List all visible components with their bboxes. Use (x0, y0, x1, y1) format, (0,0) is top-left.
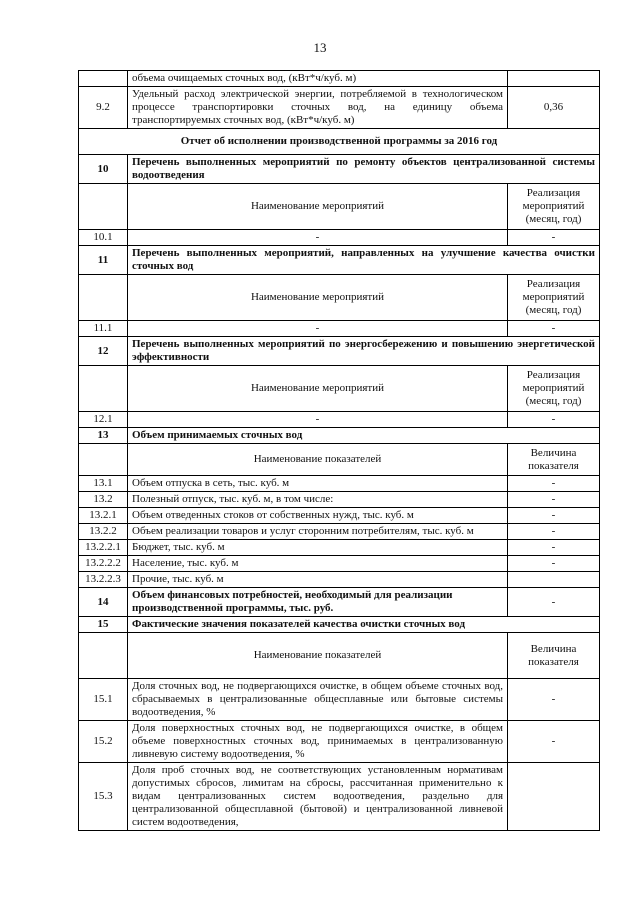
row-number: 13.2.1 (79, 508, 128, 524)
program-table (78, 70, 600, 831)
section-number: 10 (79, 155, 128, 184)
column-header: Наименование показателей (128, 633, 508, 679)
table-row (79, 87, 600, 129)
row-text: Объем отведенных стоков от собственных нужд, тыс. куб. м (128, 508, 508, 524)
section-number: 15 (79, 617, 128, 633)
table-row (79, 321, 600, 337)
table-row (79, 679, 600, 721)
section-row (79, 337, 600, 366)
table-row (79, 476, 600, 492)
row-value (508, 71, 600, 87)
section-title: Перечень выполненных мероприятий, направленных на улучшение качества очистки сточных вод (128, 246, 600, 275)
row-number: 13.2.2 (79, 524, 128, 540)
row-value: - (508, 508, 600, 524)
row-number: 15.2 (79, 721, 128, 763)
row-value (508, 763, 600, 831)
row-number: 11.1 (79, 321, 128, 337)
row-number: 13.2.2.3 (79, 572, 128, 588)
table-row (79, 556, 600, 572)
row-text: объема очищаемых сточных вод, (кВт*ч/куб. м) (128, 71, 508, 87)
section-number: 14 (79, 588, 128, 617)
table-row (79, 763, 600, 831)
page-number: 13 (313, 40, 327, 55)
row-value: 0,36 (508, 87, 600, 129)
column-header: Наименование показателей (128, 444, 508, 476)
row-value: - (508, 540, 600, 556)
row-text: Полезный отпуск, тыс. куб. м, в том числе: (128, 492, 508, 508)
row-text: - (128, 230, 508, 246)
row-value: - (508, 492, 600, 508)
section-row (79, 428, 600, 444)
table-row (79, 230, 600, 246)
table-row (79, 721, 600, 763)
table-row (79, 71, 600, 87)
section-title: Объем принимаемых сточных вод (128, 428, 600, 444)
row-value: - (508, 321, 600, 337)
section-title: Перечень выполненных мероприятий по энергосбережению и повышению энергетической эффективности (128, 337, 600, 366)
column-header: Величина показателя (508, 444, 600, 476)
row-number: 12.1 (79, 412, 128, 428)
row-number (79, 275, 128, 321)
row-value: - (508, 412, 600, 428)
row-value: - (508, 588, 600, 617)
row-value: - (508, 721, 600, 763)
row-value: - (508, 476, 600, 492)
row-number: 9.2 (79, 87, 128, 129)
row-value: - (508, 524, 600, 540)
table-row (79, 508, 600, 524)
report-title: Отчет об исполнении производственной программы за 2016 год (79, 129, 600, 155)
row-value: - (508, 230, 600, 246)
column-header-row (79, 633, 600, 679)
row-text: Доля поверхностных сточных вод, не подвергающихся очистке, в общем объеме поверхностных сточных вод, принимаемых в централизованную ливневую систему водоотведения, % (128, 721, 508, 763)
section-title: Объем финансовых потребностей, необходимый для реализации производственной программы, тыс. руб. (128, 588, 508, 617)
section-row (79, 617, 600, 633)
column-header-row (79, 366, 600, 412)
row-number: 13.2.2.1 (79, 540, 128, 556)
row-number (79, 71, 128, 87)
row-number: 15.3 (79, 763, 128, 831)
column-header: Реализация мероприятий (месяц, год) (508, 275, 600, 321)
table-row (79, 492, 600, 508)
section-title: Перечень выполненных мероприятий по ремонту объектов централизованной системы водоотведения (128, 155, 600, 184)
row-value: - (508, 556, 600, 572)
report-title-row (79, 129, 600, 155)
column-header: Реализация мероприятий (месяц, год) (508, 366, 600, 412)
row-value (508, 572, 600, 588)
column-header-row (79, 275, 600, 321)
section-number: 12 (79, 337, 128, 366)
column-header: Наименование мероприятий (128, 275, 508, 321)
table-row (79, 412, 600, 428)
row-value: - (508, 679, 600, 721)
row-number (79, 366, 128, 412)
section-number: 13 (79, 428, 128, 444)
section-title: Фактические значения показателей качества очистки сточных вод (128, 617, 600, 633)
row-number: 13.1 (79, 476, 128, 492)
row-number (79, 184, 128, 230)
row-text: Доля проб сточных вод, не соответствующих установленным нормативам допустимых сбросов, лимитам на сбросы, рассчитанная применительно к видам централизованных систем водоотведения, раздельно для централизованной общесплавной (бытовой) и централизованной ливневой систем водоотведения, (128, 763, 508, 831)
row-number: 13.2 (79, 492, 128, 508)
row-number: 10.1 (79, 230, 128, 246)
column-header: Наименование мероприятий (128, 184, 508, 230)
row-text: Прочие, тыс. куб. м (128, 572, 508, 588)
table-row (79, 524, 600, 540)
row-text: Доля сточных вод, не подвергающихся очистке, в общем объеме сточных вод, сбрасываемых в централизованные общесплавные или бытовые системы водоотведения, % (128, 679, 508, 721)
row-text: Объем реализации товаров и услуг сторонним потребителям, тыс. куб. м (128, 524, 508, 540)
section-row (79, 588, 600, 617)
row-number: 13.2.2.2 (79, 556, 128, 572)
section-row (79, 155, 600, 184)
table-row (79, 540, 600, 556)
row-text: Население, тыс. куб. м (128, 556, 508, 572)
row-text: - (128, 412, 508, 428)
column-header-row (79, 184, 600, 230)
row-text: Бюджет, тыс. куб. м (128, 540, 508, 556)
row-number (79, 444, 128, 476)
row-number (79, 633, 128, 679)
column-header: Величина показателя (508, 633, 600, 679)
column-header: Наименование мероприятий (128, 366, 508, 412)
section-row (79, 246, 600, 275)
column-header-row (79, 444, 600, 476)
row-text: Объем отпуска в сеть, тыс. куб. м (128, 476, 508, 492)
row-text: - (128, 321, 508, 337)
row-text: Удельный расход электрической энергии, потребляемой в технологическом процессе транспортировки сточных вод, на единицу объема транспортируемых сточных вод, (кВт*ч/куб. м) (128, 87, 508, 129)
row-number: 15.1 (79, 679, 128, 721)
column-header: Реализация мероприятий (месяц, год) (508, 184, 600, 230)
table-row (79, 572, 600, 588)
section-number: 11 (79, 246, 128, 275)
